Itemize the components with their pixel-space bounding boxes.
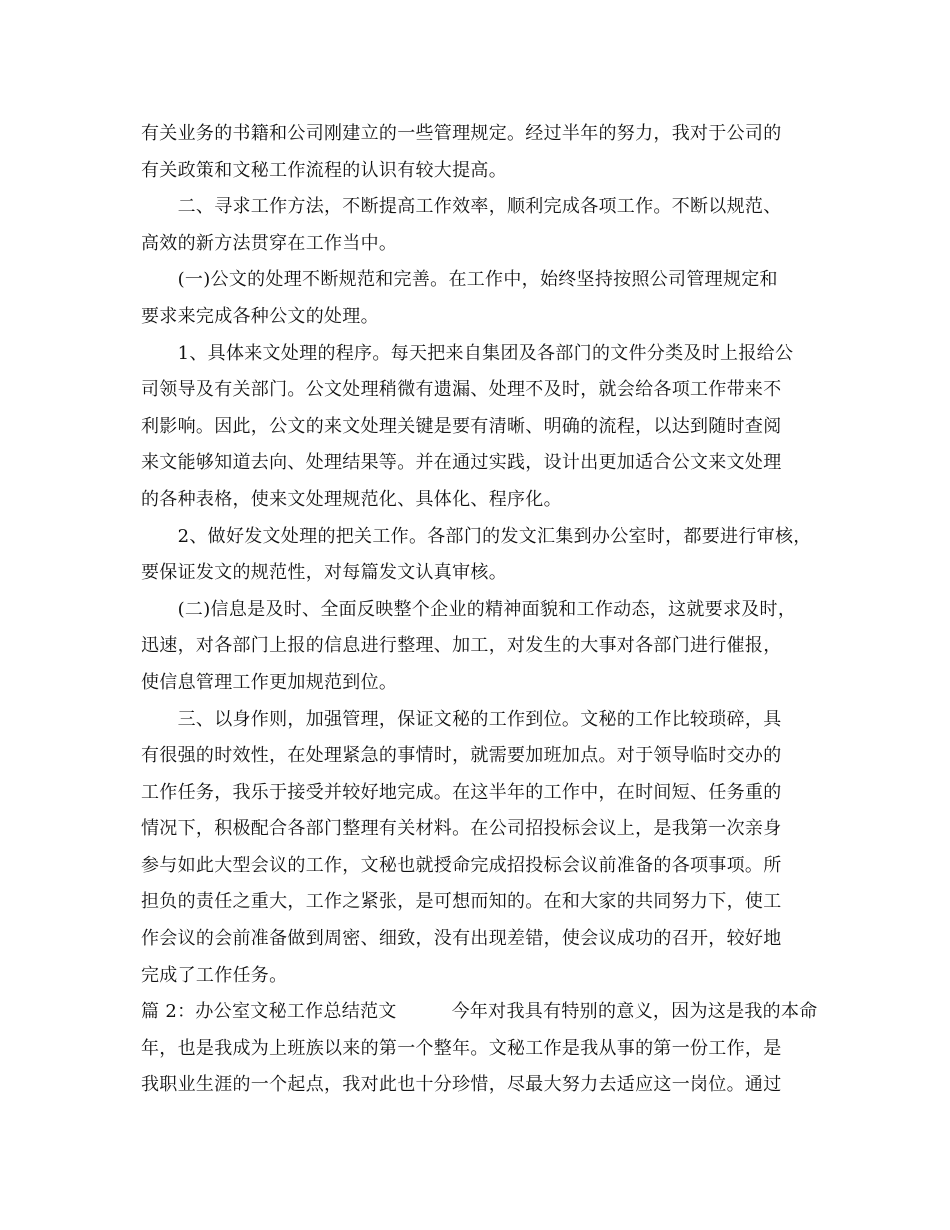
text-line: 作会议的会前准备做到周密、细致，没有出现差错，使会议成功的召开，较好地 xyxy=(141,928,782,950)
text-line: 来文能够知道去向、处理结果等。并在通过实践，设计出更加适合公文来文处理 xyxy=(141,452,782,474)
text-line: 迅速，对各部门上报的信息进行整理、加工，对发生的大事对各部门进行催报， xyxy=(141,635,782,657)
text-line: 2、做好发文处理的把关工作。各部门的发文汇集到办公室时，都要进行审核， xyxy=(141,525,812,547)
text-line: 篇 2：办公室文秘工作总结范文 今年对我具有特别的意义，因为这是我的本命 xyxy=(141,1001,818,1023)
text-line: (一)公文的处理不断规范和完善。在工作中，始终坚持按照公司管理规定和 xyxy=(141,269,778,291)
text-line: (二)信息是及时、全面反映整个企业的精神面貌和工作动态，这就要求及时， xyxy=(141,598,797,620)
text-line: 我职业生涯的一个起点，我对此也十分珍惜，尽最大努力去适应这一岗位。通过 xyxy=(141,1074,782,1096)
text-line: 要求来完成各种公文的处理。 xyxy=(141,305,379,327)
text-line: 有很强的时效性，在处理紧急的事情时，就需要加班加点。对于领导临时交办的 xyxy=(141,745,782,767)
text-line: 有关业务的书籍和公司刚建立的一些管理规定。经过半年的努力，我对于公司的 xyxy=(141,123,782,144)
text-line: 年，也是我成为上班族以来的第一个整年。文秘工作是我从事的第一份工作，是 xyxy=(141,1037,782,1059)
text-line: 利影响。因此，公文的来文处理关键是要有清晰、明确的流程，以达到随时查阅 xyxy=(141,415,782,437)
text-line: 司领导及有关部门。公文处理稍微有遗漏、处理不及时，就会给各项工作带来不 xyxy=(141,379,782,401)
text-line: 完成了工作任务。 xyxy=(141,964,288,986)
text-line: 高效的新方法贯穿在工作当中。 xyxy=(141,232,398,254)
text-line: 二、寻求工作方法，不断提高工作效率，顺利完成各项工作。不断以规范、 xyxy=(141,196,782,218)
text-line: 1、具体来文处理的程序。每天把来自集团及各部门的文件分类及时上报给公 xyxy=(141,342,794,364)
text-line: 使信息管理工作更加规范到位。 xyxy=(141,671,398,693)
text-line: 有关政策和文秘工作流程的认识有较大提高。 xyxy=(141,159,507,181)
text-line: 三、以身作则，加强管理，保证文秘的工作到位。文秘的工作比较琐碎，具 xyxy=(141,708,782,730)
text-line: 担负的责任之重大，工作之紧张，是可想而知的。在和大家的共同努力下，使工 xyxy=(141,891,782,913)
text-line: 情况下，积极配合各部门整理有关材料。在公司招投标会议上，是我第一次亲身 xyxy=(141,818,782,840)
text-line: 参与如此大型会议的工作，文秘也就授命完成招投标会议前准备的各项事项。所 xyxy=(141,854,782,876)
text-line: 要保证发文的规范性，对每篇发文认真审核。 xyxy=(141,562,507,584)
text-line: 的各种表格，使来文处理规范化、具体化、程序化。 xyxy=(141,488,562,510)
text-line: 工作任务，我乐于接受并较好地完成。在这半年的工作中，在时间短、任务重的 xyxy=(141,781,782,803)
document-body xyxy=(141,116,821,1104)
